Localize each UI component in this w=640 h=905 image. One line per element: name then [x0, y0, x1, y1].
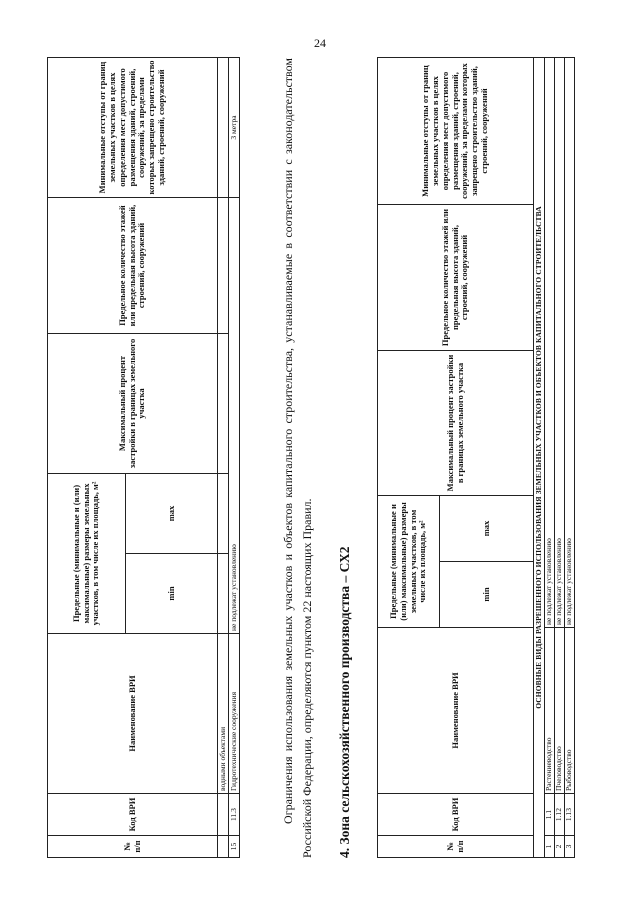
header-sizes: Предельные (минимальные и (или) максимальные) размеры земельных участков, в том числе их площадь, м² — [378, 496, 440, 628]
header-code: Код ВРИ — [48, 794, 218, 836]
row-code: 1.1 — [545, 794, 555, 836]
row-setback: 3 метра — [229, 58, 240, 198]
header-name: Наименование ВРИ — [378, 628, 534, 794]
row-name: Пчеловодство — [555, 628, 565, 794]
row-code: 1.13 — [565, 794, 575, 836]
table-row — [229, 58, 240, 858]
row-value: не подлежат установлению — [229, 198, 240, 634]
restrictions-paragraph: Ограничения использования земельных участков и объектов капитального строительства, устанавливаемые в соответствии с законодательством Российской Федерации, определяются пунктом 22 настоящих Правил. — [281, 58, 314, 858]
header-max: max — [440, 496, 534, 562]
zone-sh2-table — [377, 57, 575, 858]
header-max: max — [126, 474, 218, 554]
continuation-text: водными объектами — [218, 634, 229, 794]
row-name: Рыбоводство — [565, 628, 575, 794]
table-row — [565, 58, 575, 858]
header-num: № п/п — [378, 836, 534, 858]
zone-table-continued — [47, 57, 240, 858]
row-num: 15 — [229, 836, 240, 858]
row-value: не подлежат установлению — [565, 58, 575, 628]
header-floors: Предельное количество этажей или предельная высота зданий, строений, сооружений — [48, 198, 218, 334]
row-num: 3 — [565, 836, 575, 858]
header-percent: Максимальный процент застройки в границах земельного участка — [378, 351, 534, 496]
row-name: Гидротехнические сооружения — [229, 634, 240, 794]
page-number: 24 — [314, 36, 326, 50]
row-value: не подлежат установлению — [545, 58, 555, 628]
header-code: Код ВРИ — [378, 794, 534, 836]
zone-heading: 4. Зона сельскохозяйственного производства – СХ2 — [337, 546, 352, 858]
header-num: № п/п — [48, 836, 218, 858]
row-code: 1.12 — [555, 794, 565, 836]
section-title: ОСНОВНЫЕ ВИДЫ РАЗРЕШЕННОГО ИСПОЛЬЗОВАНИЯ ЗЕМЕЛЬНЫХ УЧАСТКОВ И ОБЪЕКТОВ КАПИТАЛЬНОГО СТРОИТЕЛЬСТВА — [534, 58, 545, 858]
header-min: min — [440, 562, 534, 628]
header-setback: Минимальные отступы от границ земельных участков в целях определения мест допустимого размещения зданий, строений, сооружений, за пределами которых запрещено строительство зданий, строений, сооружений — [378, 58, 534, 205]
row-num: 1 — [545, 836, 555, 858]
header-percent: Максимальный процент застройки в границах земельного участка — [48, 334, 218, 474]
header-sizes: Предельные (минимальные и (или) максимальные) размеры земельных участков, в том числе их площадь, м² — [48, 474, 126, 634]
row-code: 11.3 — [229, 794, 240, 836]
header-setback: Минимальные отступы от границ земельных участков в целях определения мест допустимого размещения зданий, строений, сооружений, за пределами которых запрещено строительство зданий, строений, сооружений — [48, 58, 218, 198]
rotated-landscape-content — [47, 58, 607, 858]
row-name: Растениеводство — [545, 628, 555, 794]
row-value: не подлежат установлению — [555, 58, 565, 628]
table-row — [545, 58, 555, 858]
header-min: min — [126, 554, 218, 634]
row-num: 2 — [555, 836, 565, 858]
header-floors: Предельное количество этажей или предельная высота зданий, строений, сооружений — [378, 205, 534, 351]
header-name: Наименование ВРИ — [48, 634, 218, 794]
table-row — [555, 58, 565, 858]
